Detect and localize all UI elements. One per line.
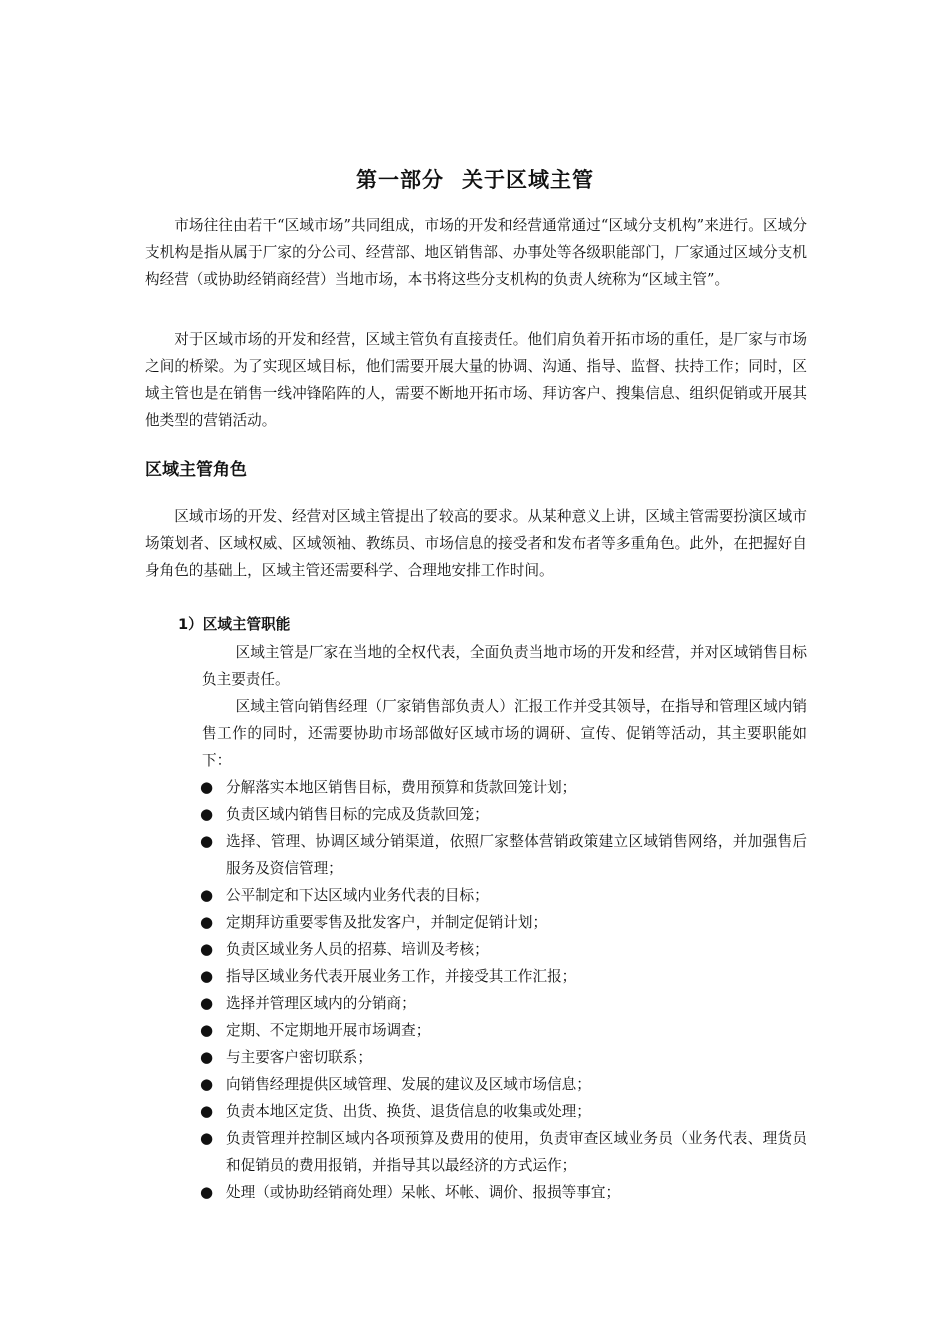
- intro-paragraph-2: 对于区域市场的开发和经营，区域主管负有直接责任。他们肩负着开拓市场的重任，是厂家与市场之间的桥梁。为了实现区域目标，他们需要开展大量的协调、沟通、指导、监督、扶持工作；同时，区域主管也是在销售一线冲锋陷阵的人，需要不断地开拓市场、拜访客户、搜集信息、组织促销或开展其他类型的营销活动。: [145, 331, 807, 429]
- subsection-paragraph-2: 区域主管向销售经理（厂家销售部负责人）汇报工作并受其领导，在指导和管理区域内销售工作的同时，还需要协助市场部做好区域市场的调研、宣传、促销等活动，其主要职能如下：: [202, 698, 807, 769]
- list-item: [200, 774, 807, 801]
- list-item: [200, 1125, 807, 1179]
- bullet-icon: ●: [200, 1075, 214, 1093]
- list-item: [200, 801, 807, 828]
- list-item-text: 处理（或协助经销商处理）呆帐、坏帐、调价、报损等事宜；: [226, 1184, 621, 1201]
- section-heading: 区域主管角色: [145, 460, 247, 480]
- list-item-text: 与主要客户密切联系；: [226, 1049, 372, 1066]
- section-paragraph: 区域市场的开发、经营对区域主管提出了较高的要求。从某种意义上讲，区域主管需要扮演区域市场策划者、区域权威、区域领袖、教练员、市场信息的接受者和发布者等多重角色。此外，在把握好自身角色的基础上，区域主管还需要科学、合理地安排工作时间。: [145, 508, 807, 579]
- duties-list: [200, 774, 807, 1206]
- bullet-icon: ●: [200, 913, 214, 931]
- bullet-icon: ●: [200, 1021, 214, 1039]
- list-item-text: 负责本地区定货、出货、换货、退货信息的收集或处理；: [226, 1103, 591, 1120]
- list-item: [200, 936, 807, 963]
- list-item: [200, 990, 807, 1017]
- title-part-label: 第一部分: [356, 168, 444, 192]
- list-item-text: 选择并管理区域内的分销商；: [226, 995, 416, 1012]
- list-item-text: 负责管理并控制区域内各项预算及费用的使用，负责审查区域业务员（业务代表、理货员和促销员的费用报销，并指导其以最经济的方式运作；: [226, 1130, 807, 1174]
- list-item: [200, 1017, 807, 1044]
- bullet-icon: ●: [200, 994, 214, 1012]
- list-item: [200, 909, 807, 936]
- list-item-text: 指导区域业务代表开展业务工作，并接受其工作汇报；: [226, 968, 577, 985]
- subsection-heading: 1）区域主管职能: [178, 616, 291, 633]
- bullet-icon: ●: [200, 832, 214, 850]
- list-item: [200, 1179, 807, 1206]
- list-item: [200, 828, 807, 882]
- page-title: [0, 164, 950, 194]
- bullet-icon: ●: [200, 940, 214, 958]
- bullet-icon: ●: [200, 1048, 214, 1066]
- bullet-icon: ●: [200, 886, 214, 904]
- list-item-text: 选择、管理、协调区域分销渠道，依照厂家整体营销政策建立区域销售网络，并加强售后服务及资信管理；: [226, 833, 807, 877]
- bullet-icon: ●: [200, 1183, 214, 1201]
- list-item-text: 负责区域业务人员的招募、培训及考核；: [226, 941, 489, 958]
- list-item: [200, 1098, 807, 1125]
- list-item-text: 负责区域内销售目标的完成及货款回笼；: [226, 806, 489, 823]
- bullet-icon: ●: [200, 778, 214, 796]
- list-item-text: 向销售经理提供区域管理、发展的建议及区域市场信息；: [226, 1076, 591, 1093]
- list-item-text: 公平制定和下达区域内业务代表的目标；: [226, 887, 489, 904]
- title-main-label: 关于区域主管: [462, 168, 594, 192]
- bullet-icon: ●: [200, 1129, 214, 1147]
- bullet-icon: ●: [200, 805, 214, 823]
- bullet-icon: ●: [200, 1102, 214, 1120]
- list-item: [200, 1044, 807, 1071]
- bullet-icon: ●: [200, 967, 214, 985]
- list-item-text: 定期拜访重要零售及批发客户，并制定促销计划；: [226, 914, 548, 931]
- list-item: [200, 963, 807, 990]
- list-item: [200, 882, 807, 909]
- subsection-paragraph-1: 区域主管是厂家在当地的全权代表，全面负责当地市场的开发和经营，并对区域销售目标负主要责任。: [202, 644, 807, 688]
- list-item-text: 分解落实本地区销售目标，费用预算和货款回笼计划；: [226, 779, 577, 796]
- list-item: [200, 1071, 807, 1098]
- intro-paragraph-1: 市场往往由若干“区域市场”共同组成，市场的开发和经营通常通过“区域分支机构”来进行。区域分支机构是指从属于厂家的分公司、经营部、地区销售部、办事处等各级职能部门，厂家通过区域分支机构经营（或协助经销商经营）当地市场，本书将这些分支机构的负责人统称为“区域主管”。: [145, 217, 807, 288]
- list-item-text: 定期、不定期地开展市场调查；: [226, 1022, 431, 1039]
